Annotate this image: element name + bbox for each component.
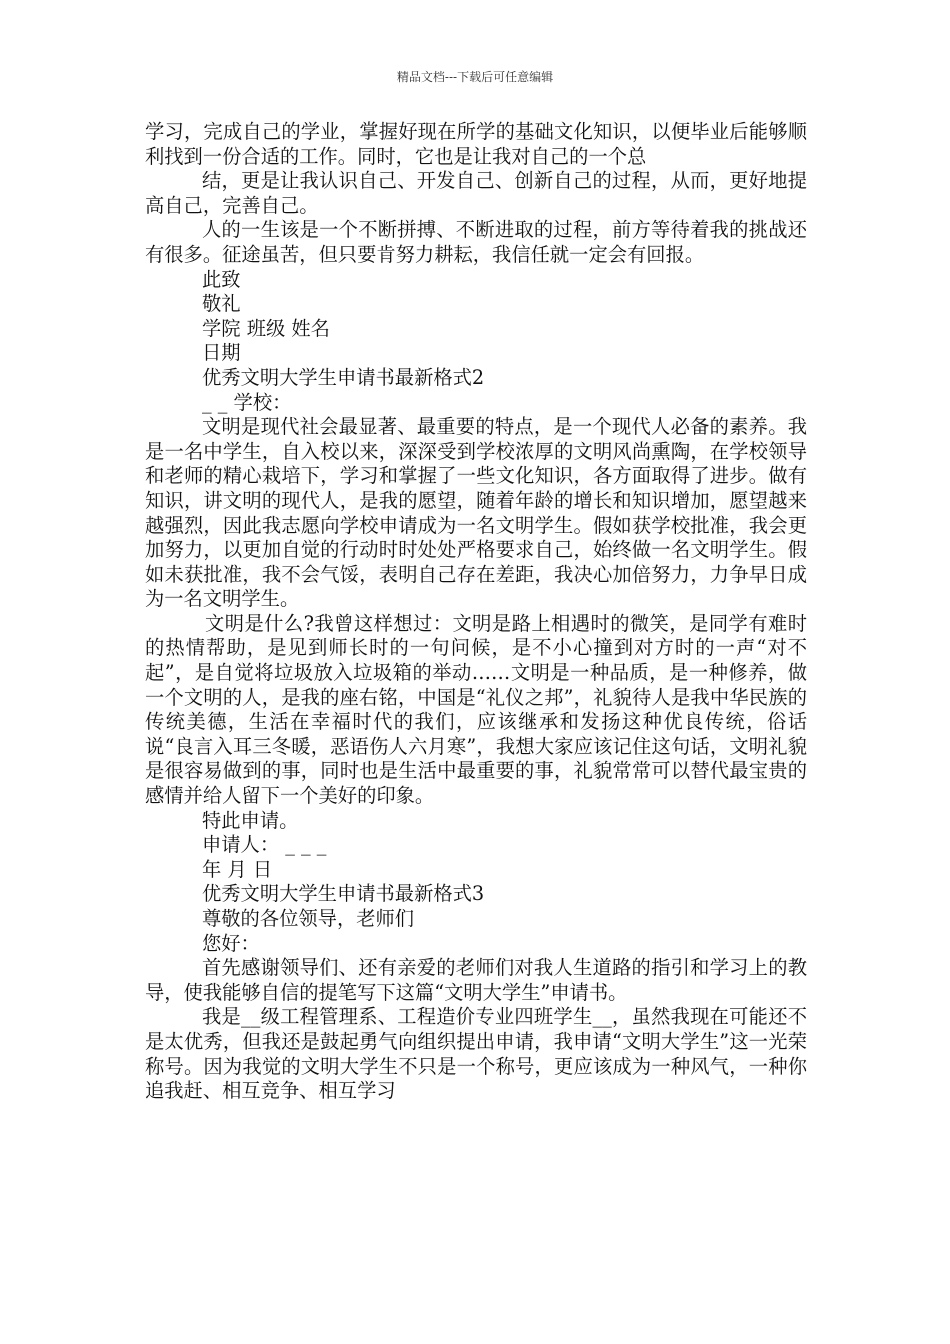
- paragraph: 首先感谢领导们、还有亲爱的老师们对我人生道路的指引和学习上的教导，使我能够自信的提笔写下这篇“文明大学生”申请书。: [145, 956, 807, 1004]
- paragraph: 学院 班级 姓名: [202, 316, 330, 340]
- paragraph: 尊敬的各位领导，老师们: [202, 907, 415, 930]
- paragraph: 优秀文明大学生申请书最新格式2: [202, 365, 485, 389]
- paragraph: _ _ 学校：: [202, 390, 292, 414]
- paragraph: 日期: [202, 341, 241, 365]
- paragraph: 优秀文明大学生申请书最新格式3: [202, 882, 485, 906]
- document-body: [145, 120, 807, 1104]
- paragraph: 申请人： _ _ _: [202, 833, 327, 857]
- paragraph: 文明是现代社会最显著、最重要的特点，是一个现代人必备的素养。我是一名中学生，自入校以来，深深受到学校浓厚的文明风尚熏陶，在学校领导和老师的精心栽培下，学习和掌握了一些文化知识，各方面取得了进步。做有知识，讲文明的现代人，是我的愿望，随着年龄的增长和知识增加，愿望越来越强烈，因此我志愿向学校申请成为一名文明学生。假如获学校批准，我会更加努力，以更加自觉的行动时时处处严格要求自己，始终做一名文明学生。假如未获批准，我不会气馁，表明自己存在差距，我决心加倍努力，力争早日成为一名文明学生。: [145, 415, 807, 611]
- page-header: 精品文档---下载后可任意编辑: [396, 70, 554, 84]
- paragraph: 特此申请。: [202, 808, 299, 832]
- paragraph: 此致: [202, 267, 241, 291]
- paragraph: 学习，完成自己的学业，掌握好现在所学的基础文化知识，以便毕业后能够顺利找到一份合适的工作。同时，它也是让我对自己的一个总: [145, 120, 807, 168]
- paragraph: 您好：: [202, 931, 260, 955]
- paragraph: 文明是什么?我曾这样想过：文明是路上相遇时的微笑，是同学有难时的热情帮助，是见到师长时的一句问候，是不小心撞到对方时的一声“对不起”，是自觉将垃圾放入垃圾箱的举动……文明是一种品质，是一种修养，做一个文明的人，是我的座右铭，中国是“礼仪之邦”，礼貌待人是我中华民族的传统美德，生活在幸福时代的我们，应该继承和发扬这种优良传统，俗话说“良言入耳三冬暖，恶语伤人六月寒”，我想大家应该记住这句话，文明礼貌是很容易做到的事，同时也是生活中最重要的事，礼貌常常可以替代最宝贵的感情并给人留下一个美好的印象。: [145, 611, 807, 808]
- paragraph: 人的一生该是一个不断拼搏、不断进取的过程，前方等待着我的挑战还有很多。征途虽苦，但只要肯努力耕耘，我信任就一定会有回报。: [145, 218, 807, 266]
- paragraph: 敬礼: [202, 292, 241, 316]
- paragraph: 结，更是让我认识自己、开发自己、创新自己的过程，从而，更好地提高自己，完善自己。: [145, 169, 807, 217]
- paragraph: 我是__级工程管理系、工程造价专业四班学生__，虽然我现在可能还不是太优秀，但我还是鼓起勇气向组织提出申请，我申请“文明大学生”这一光荣称号。因为我觉的文明大学生不只是一个称号，更应该成为一种风气，一种你追我赶、相互竞争、相互学习: [145, 1005, 807, 1103]
- paragraph: 年 月 日: [202, 857, 273, 881]
